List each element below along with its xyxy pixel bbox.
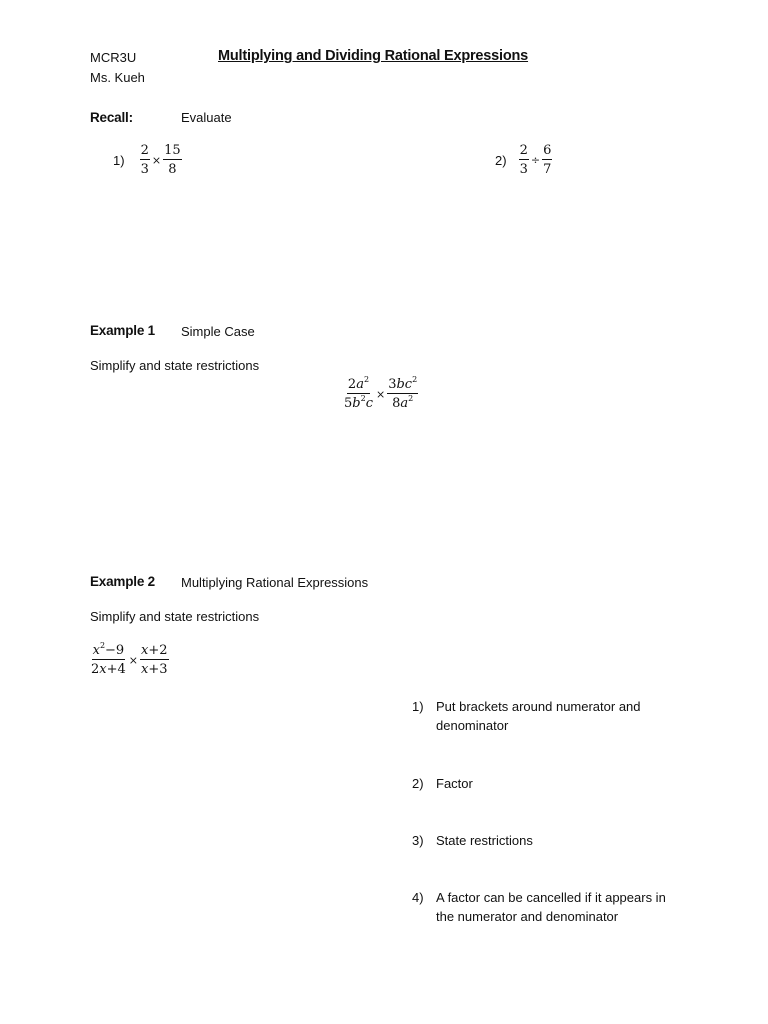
numerator: 15 (164, 143, 181, 158)
numerator: 6 (543, 143, 552, 158)
page-title: Multiplying and Dividing Rational Expressions (218, 48, 529, 64)
fraction (519, 144, 529, 176)
recall-label: Recall: (90, 110, 133, 125)
divide-operator: ÷ (530, 153, 541, 167)
step-item (412, 831, 672, 850)
teacher-name: Ms. Kueh (90, 70, 145, 85)
numerator: 2 (519, 143, 528, 158)
times-operator: × (151, 153, 162, 167)
example-2-instruction: Simplify and state restrictions (90, 609, 260, 624)
numerator: x+2 (141, 643, 168, 658)
numerator: 2 (140, 143, 149, 158)
denominator: x+3 (141, 662, 168, 677)
denominator: 3 (519, 162, 528, 177)
recall-question-2 (495, 144, 552, 176)
step-text: A factor can be cancelled if it appears in the numerator and denominator (436, 890, 666, 924)
recall-instruction: Evaluate (181, 110, 232, 125)
fraction (140, 144, 150, 176)
example-1-label: Example 1 (90, 323, 155, 338)
fraction (90, 641, 127, 677)
times-operator: × (375, 387, 386, 401)
step-text: State restrictions (436, 833, 533, 848)
denominator: 3 (140, 162, 149, 177)
fraction (163, 144, 182, 176)
step-number: 4) (412, 890, 424, 905)
numerator: $x^2-9$ (92, 641, 125, 658)
course-code: MCR3U (90, 50, 137, 65)
step-number: 2) (412, 776, 424, 791)
example-2-expression (90, 641, 169, 677)
fraction (387, 375, 418, 411)
denominator: 8 (168, 162, 177, 177)
example-2-subtitle: Multiplying Rational Expressions (181, 575, 369, 590)
numerator: $3bc^2$ (388, 375, 418, 392)
question-number: 1) (113, 152, 125, 168)
question-number: 2) (495, 152, 507, 168)
step-text: Factor (436, 776, 473, 791)
recall-question-1 (113, 144, 182, 176)
fraction (343, 375, 374, 411)
fraction (542, 144, 552, 176)
step-item (412, 888, 674, 926)
step-number: 1) (412, 699, 424, 714)
example-1-subtitle: Simple Case (181, 324, 255, 339)
step-item (412, 774, 672, 793)
denominator: 7 (543, 162, 552, 177)
fraction (140, 644, 169, 676)
example-2-label: Example 2 (90, 574, 155, 589)
denominator: $5b^2c$ (344, 394, 373, 411)
step-number: 3) (412, 833, 424, 848)
times-operator: × (128, 653, 139, 667)
example-1-expression (343, 375, 418, 411)
denominator: 2x+4 (91, 662, 126, 677)
example-1-instruction: Simplify and state restrictions (90, 358, 260, 373)
denominator: $8a^2$ (392, 394, 414, 411)
step-text: Put brackets around numerator and denominator (436, 699, 641, 733)
step-item (412, 697, 672, 735)
numerator: $2a^2$ (347, 375, 370, 392)
